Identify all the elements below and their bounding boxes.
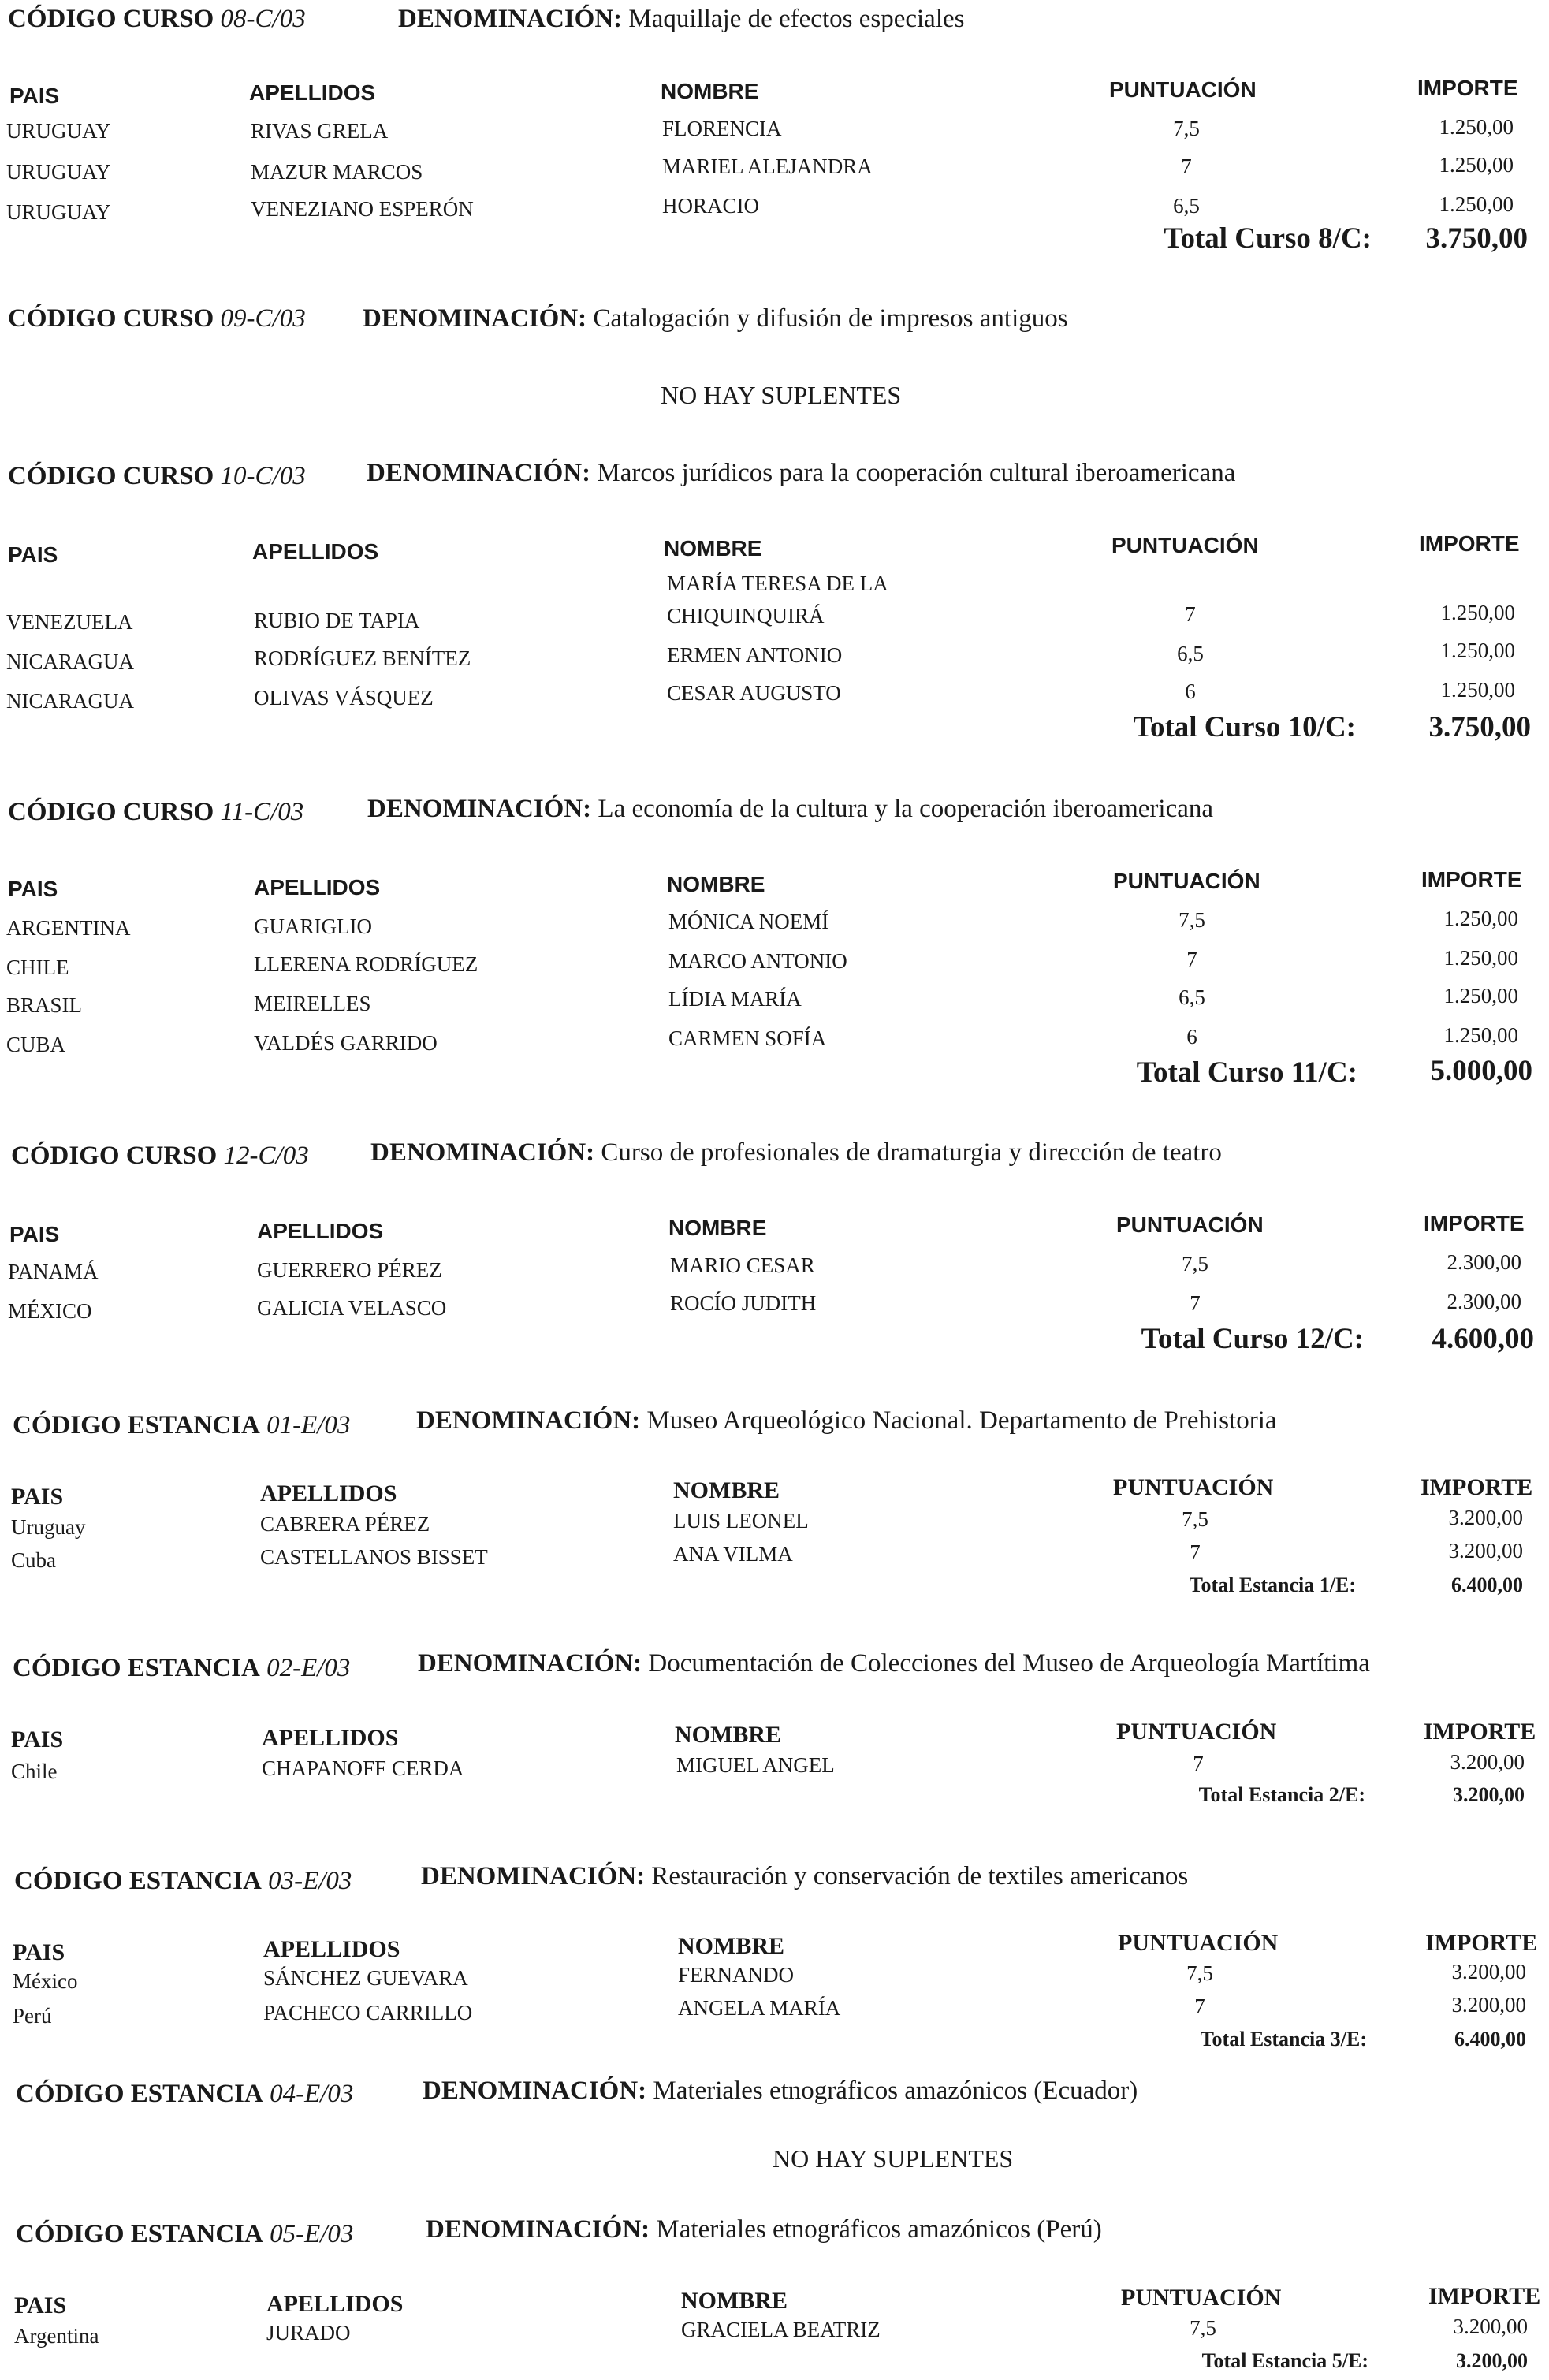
cell-importe: 3.200,00: [1450, 1750, 1525, 1774]
cell-nombre: CESAR AUGUSTO: [667, 681, 841, 705]
header-apellidos: APELLIDOS: [260, 1481, 397, 1507]
code-label: CÓDIGO CURSO: [8, 304, 214, 333]
section-denominacion: [421, 1864, 1188, 1890]
header-importe: IMPORTE: [1424, 1211, 1525, 1235]
no-suplentes-note: NO HAY SUPLENTES: [773, 2144, 1014, 2173]
cell-pais: URUGUAY: [6, 160, 111, 184]
denominacion-value: Restauración y conservación de textiles americanos: [651, 1862, 1189, 1890]
no-suplentes-note: NO HAY SUPLENTES: [661, 381, 902, 409]
cell-importe: 1.250,00: [1443, 1023, 1518, 1047]
cell-pais: CUBA: [6, 1033, 66, 1056]
section-denominacion: [367, 796, 1213, 822]
code-label: CÓDIGO CURSO: [8, 5, 214, 33]
cell-pais: ARGENTINA: [6, 916, 131, 940]
cell-nombre: MARIO CESAR: [670, 1253, 815, 1277]
section-code: [13, 1413, 350, 1439]
cell-nombre: ANA VILMA: [673, 1542, 793, 1566]
cell-nombre: CARMEN SOFÍA: [668, 1026, 827, 1050]
cell-pais: BRASIL: [6, 993, 83, 1017]
total-label: Total Curso 10/C:: [1133, 711, 1356, 743]
cell-pais: Argentina: [14, 2324, 99, 2348]
code-label: CÓDIGO CURSO: [11, 1142, 218, 1170]
code-value: 03-E/03: [268, 1867, 352, 1895]
code-label: CÓDIGO ESTANCIA: [13, 1411, 260, 1440]
denominacion-value: Catalogación y difusión de impresos antiguos: [593, 304, 1068, 333]
denominacion-label: DENOMINACIÓN:: [421, 1862, 646, 1890]
section-code: [8, 6, 306, 32]
total-label: Total Estancia 2/E:: [1198, 1783, 1365, 1806]
denominacion-value: Marcos jurídicos para la cooperación cultural iberoamericana: [597, 459, 1236, 487]
cell-puntuacion: 7: [1181, 155, 1192, 178]
denominacion-label: DENOMINACIÓN:: [363, 304, 587, 333]
header-nombre: NOMBRE: [673, 1477, 780, 1503]
cell-importe: 3.200,00: [1448, 1539, 1523, 1562]
total-value: 6.400,00: [1454, 2028, 1526, 2050]
cell-nombre: MÓNICA NOEMÍ: [668, 910, 829, 933]
total-label: Total Estancia 1/E:: [1189, 1574, 1356, 1596]
section-code: [8, 306, 306, 332]
section-code: [8, 799, 303, 825]
cell-apellidos: MAZUR MARCOS: [251, 160, 423, 184]
cell-nombre: ROCÍO JUDITH: [670, 1291, 817, 1315]
header-puntuacion: PUNTUACIÓN: [1118, 1930, 1279, 1956]
cell-pais: CHILE: [6, 955, 69, 979]
cell-importe: 1.250,00: [1439, 192, 1514, 216]
code-value: 08-C/03: [220, 5, 306, 33]
cell-puntuacion: 7,5: [1186, 1961, 1213, 1985]
total-value: 3.200,00: [1453, 1783, 1525, 1806]
cell-puntuacion: 7: [1185, 602, 1196, 626]
code-label: CÓDIGO ESTANCIA: [16, 2220, 263, 2248]
cell-nombre: ANGELA MARÍA: [678, 1996, 841, 2020]
denominacion-value: Maquillaje de efectos especiales: [628, 5, 965, 33]
cell-importe: 3.200,00: [1451, 1960, 1526, 1983]
header-pais: PAIS: [13, 1939, 65, 1965]
cell-apellidos: SÁNCHEZ GUEVARA: [263, 1966, 468, 1990]
header-pais: PAIS: [9, 84, 60, 108]
cell-importe: 1.250,00: [1439, 115, 1514, 139]
cell-pais: México: [13, 1969, 78, 1993]
cell-importe: 1.250,00: [1443, 907, 1518, 930]
code-value: 01-E/03: [266, 1411, 351, 1440]
cell-pais: Uruguay: [11, 1515, 86, 1539]
section-code: [8, 464, 306, 490]
denominacion-label: DENOMINACIÓN:: [367, 795, 592, 823]
cell-puntuacion: 6: [1186, 1025, 1197, 1048]
section-denominacion: [416, 1408, 1277, 1434]
cell-pais: Perú: [13, 2004, 52, 2028]
code-value: 12-C/03: [223, 1142, 309, 1170]
code-value: 10-C/03: [220, 462, 306, 490]
cell-pais: MÉXICO: [8, 1299, 92, 1323]
header-puntuacion: PUNTUACIÓN: [1109, 77, 1257, 102]
cell-puntuacion: 7: [1193, 1752, 1204, 1775]
cell-pais: Cuba: [11, 1548, 56, 1572]
cell-importe: 3.200,00: [1453, 2315, 1528, 2338]
section-code: [11, 1143, 309, 1169]
header-nombre: NOMBRE: [675, 1722, 781, 1748]
cell-pais: NICARAGUA: [6, 689, 134, 713]
cell-nombre: HORACIO: [662, 194, 760, 218]
header-puntuacion: PUNTUACIÓN: [1113, 869, 1260, 893]
cell-importe: 1.250,00: [1443, 984, 1518, 1007]
code-label: CÓDIGO ESTANCIA: [16, 2080, 263, 2108]
cell-importe: 1.250,00: [1440, 678, 1515, 702]
code-label: CÓDIGO ESTANCIA: [14, 1867, 262, 1895]
cell-nombre: CHIQUINQUIRÁ: [667, 604, 825, 628]
header-nombre: NOMBRE: [667, 872, 765, 896]
header-pais: PAIS: [14, 2292, 67, 2319]
cell-pais: VENEZUELA: [6, 610, 133, 634]
header-pais: PAIS: [9, 1222, 60, 1246]
denominacion-label: DENOMINACIÓN:: [426, 2215, 650, 2244]
cell-puntuacion: 6: [1185, 680, 1196, 703]
cell-apellidos: CABRERA PÉREZ: [260, 1512, 430, 1536]
section-denominacion: [418, 1651, 1370, 1677]
cell-apellidos: MEIRELLES: [254, 992, 371, 1015]
denominacion-label: DENOMINACIÓN:: [398, 5, 623, 33]
header-importe: IMPORTE: [1424, 1719, 1536, 1745]
header-apellidos: APELLIDOS: [262, 1725, 399, 1751]
cell-nombre: ERMEN ANTONIO: [667, 643, 843, 667]
cell-apellidos: CASTELLANOS BISSET: [260, 1545, 488, 1569]
total-label: Total Curso 8/C:: [1164, 222, 1372, 255]
cell-apellidos: GUARIGLIO: [254, 914, 372, 938]
cell-puntuacion: 7: [1186, 948, 1197, 971]
cell-importe: 1.250,00: [1440, 601, 1515, 624]
cell-puntuacion: 7: [1190, 1291, 1201, 1315]
cell-apellidos: VALDÉS GARRIDO: [254, 1031, 438, 1055]
cell-puntuacion: 6,5: [1179, 985, 1205, 1009]
cell-nombre: GRACIELA BEATRIZ: [681, 2318, 881, 2341]
cell-puntuacion: 6,5: [1177, 642, 1204, 665]
header-puntuacion: PUNTUACIÓN: [1121, 2285, 1282, 2311]
header-nombre: NOMBRE: [678, 1933, 784, 1959]
denominacion-value: Curso de profesionales de dramaturgia y dirección de teatro: [601, 1138, 1222, 1167]
header-puntuacion: PUNTUACIÓN: [1116, 1719, 1277, 1745]
total-value: 3.750,00: [1425, 222, 1528, 255]
cell-nombre: MARCO ANTONIO: [668, 949, 847, 973]
total-label: Total Curso 12/C:: [1141, 1323, 1364, 1355]
denominacion-value: Materiales etnográficos amazónicos (Perú): [656, 2215, 1102, 2244]
code-label: CÓDIGO ESTANCIA: [13, 1654, 260, 1682]
header-pais: PAIS: [11, 1484, 64, 1510]
cell-nombre: MIGUEL ANGEL: [676, 1753, 835, 1777]
cell-nombre: FLORENCIA: [662, 117, 782, 140]
cell-apellidos: JURADO: [266, 2321, 351, 2345]
cell-puntuacion: 7,5: [1182, 1507, 1208, 1531]
code-label: CÓDIGO CURSO: [8, 462, 214, 490]
section-code: [16, 2081, 353, 2107]
cell-importe: 1.250,00: [1440, 639, 1515, 662]
denominacion-value: Museo Arqueológico Nacional. Departamento de Prehistoria: [646, 1406, 1277, 1435]
cell-importe: 2.300,00: [1447, 1290, 1521, 1313]
code-value: 02-E/03: [266, 1654, 351, 1682]
total-value: 5.000,00: [1430, 1055, 1532, 1087]
header-importe: IMPORTE: [1419, 531, 1520, 556]
header-importe: IMPORTE: [1421, 867, 1522, 892]
section-denominacion: [370, 1140, 1222, 1166]
header-apellidos: APELLIDOS: [266, 2291, 404, 2317]
header-apellidos: APELLIDOS: [257, 1219, 384, 1243]
cell-puntuacion: 6,5: [1173, 194, 1200, 218]
cell-puntuacion: 7,5: [1173, 117, 1200, 140]
cell-puntuacion: 7,5: [1190, 2316, 1216, 2340]
cell-puntuacion: 7,5: [1182, 1252, 1208, 1276]
header-nombre: NOMBRE: [661, 79, 759, 103]
header-apellidos: APELLIDOS: [263, 1936, 400, 1962]
total-value: 3.200,00: [1456, 2349, 1528, 2372]
cell-importe: 3.200,00: [1451, 1993, 1526, 2017]
header-apellidos: APELLIDOS: [254, 875, 381, 899]
header-importe: IMPORTE: [1428, 2283, 1541, 2309]
total-label: Total Estancia 5/E:: [1201, 2349, 1368, 2372]
cell-nombre: LUIS LEONEL: [673, 1509, 809, 1533]
total-value: 4.600,00: [1432, 1323, 1534, 1355]
cell-nombre: MARIEL ALEJANDRA: [662, 155, 873, 178]
denominacion-value: La economía de la cultura y la cooperación iberoamericana: [598, 795, 1214, 823]
cell-apellidos: GUERRERO PÉREZ: [257, 1258, 442, 1282]
code-value: 04-E/03: [270, 2080, 354, 2108]
header-importe: IMPORTE: [1425, 1930, 1538, 1956]
denominacion-value: Documentación de Colecciones del Museo de Arqueología Martítima: [648, 1649, 1370, 1678]
section-denominacion: [423, 2078, 1138, 2104]
cell-puntuacion: 7,5: [1179, 908, 1205, 932]
header-importe: IMPORTE: [1417, 76, 1518, 100]
cell-importe: 3.200,00: [1448, 1506, 1523, 1529]
cell-pais: Chile: [11, 1760, 58, 1783]
section-code: [13, 1656, 350, 1682]
cell-importe: 1.250,00: [1443, 946, 1518, 970]
header-apellidos: APELLIDOS: [252, 539, 379, 564]
denominacion-value: Materiales etnográficos amazónicos (Ecuador): [653, 2076, 1138, 2105]
denominacion-label: DENOMINACIÓN:: [416, 1406, 641, 1435]
header-puntuacion: PUNTUACIÓN: [1116, 1212, 1264, 1237]
code-value: 05-E/03: [270, 2220, 354, 2248]
section-code: [16, 2222, 353, 2248]
cell-pais: URUGUAY: [6, 119, 111, 143]
cell-apellidos: LLERENA RODRÍGUEZ: [254, 952, 478, 976]
section-denominacion: [367, 460, 1235, 486]
total-value: 3.750,00: [1428, 711, 1531, 743]
denominacion-label: DENOMINACIÓN:: [367, 459, 591, 487]
cell-apellidos: RODRÍGUEZ BENÍTEZ: [254, 646, 471, 670]
cell-pais: PANAMÁ: [8, 1260, 99, 1283]
header-pais: PAIS: [8, 877, 58, 901]
cell-importe: 1.250,00: [1439, 153, 1514, 177]
header-importe: IMPORTE: [1421, 1474, 1533, 1500]
header-nombre: NOMBRE: [681, 2288, 788, 2314]
code-value: 11-C/03: [220, 798, 304, 826]
cell-apellidos: GALICIA VELASCO: [257, 1296, 447, 1320]
cell-nombre: FERNANDO: [678, 1963, 795, 1987]
code-value: 09-C/03: [220, 304, 306, 333]
cell-apellidos: RUBIO DE TAPIA: [254, 609, 420, 632]
total-label: Total Curso 11/C:: [1136, 1056, 1357, 1089]
header-apellidos: APELLIDOS: [249, 80, 376, 105]
cell-apellidos: RIVAS GRELA: [251, 119, 389, 143]
code-label: CÓDIGO CURSO: [8, 798, 214, 826]
header-nombre: NOMBRE: [668, 1216, 767, 1240]
cell-apellidos: PACHECO CARRILLO: [263, 2001, 473, 2024]
cell-apellidos: CHAPANOFF CERDA: [262, 1756, 464, 1780]
cell-puntuacion: 7: [1194, 1995, 1205, 2018]
cell-apellidos: OLIVAS VÁSQUEZ: [254, 686, 434, 710]
header-pais: PAIS: [11, 1726, 64, 1752]
cell-importe: 2.300,00: [1447, 1250, 1521, 1274]
section-denominacion: [363, 306, 1068, 332]
denominacion-label: DENOMINACIÓN:: [418, 1649, 642, 1678]
cell-apellidos: VENEZIANO ESPERÓN: [251, 197, 474, 221]
header-puntuacion: PUNTUACIÓN: [1111, 533, 1259, 557]
denominacion-label: DENOMINACIÓN:: [423, 2076, 647, 2105]
section-denominacion: [398, 6, 964, 32]
section-code: [14, 1868, 352, 1894]
header-nombre: NOMBRE: [664, 536, 762, 561]
cell-pais: NICARAGUA: [6, 650, 134, 673]
total-value: 6.400,00: [1451, 1574, 1523, 1596]
header-pais: PAIS: [8, 542, 58, 567]
cell-puntuacion: 7: [1190, 1540, 1201, 1564]
total-label: Total Estancia 3/E:: [1200, 2028, 1367, 2050]
denominacion-label: DENOMINACIÓN:: [370, 1138, 595, 1167]
section-denominacion: [426, 2217, 1102, 2243]
cell-nombre: LÍDIA MARÍA: [668, 987, 802, 1011]
cell-nombre-line1: MARÍA TERESA DE LA: [667, 572, 888, 595]
cell-pais: URUGUAY: [6, 200, 111, 224]
header-puntuacion: PUNTUACIÓN: [1113, 1474, 1274, 1500]
